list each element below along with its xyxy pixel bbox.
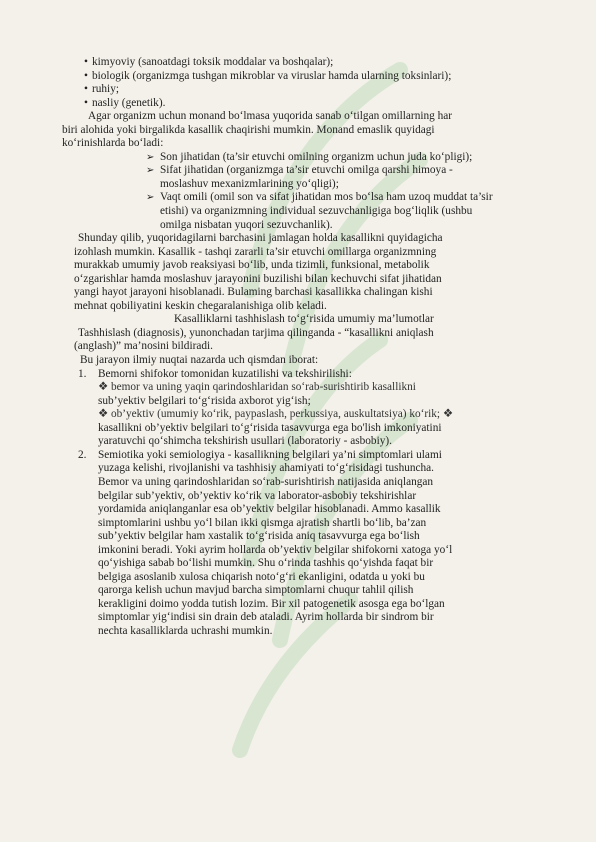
document-body xyxy=(62,56,556,639)
bullet-mark: • xyxy=(84,83,88,96)
arrow-icon: ➢ xyxy=(146,151,155,163)
section-heading: Kasalliklarni tashhislash to‘g‘risida umumiy ma’lumotlar xyxy=(174,313,434,326)
numbered-item-1: 1. Bemorni shifokor tomonidan kuzatilishi va tekshirilishi: ❖ bemor va uning yaqin qarindoshlaridan so‘rab-surishtirib kasallikni sub’yektiv belgilari to‘g‘risida axborot yig‘ish; ❖ ob’yektiv (umumiy ko‘rik, paypaslash, perkussiya, auskultatsiya) ko‘rik; ❖ kasallikni ob’yektiv belgilari to‘g‘risida tasavvurga ega bo'lish imkoniyatini yaratuvchi qo‘shimcha tekshirish usullari (laboratoriy - asbobiy). xyxy=(78,367,454,448)
paragraph-shunday-line: o‘zgarishlar hamda moslashuv jarayonini buzilishi bilan kechuvchi sifat jihatidan xyxy=(74,272,442,285)
paragraph-shunday-line: izohlash mumkin. Kasallik - tashqi zararli ta’sir etuvchi omillarga organizmning xyxy=(74,245,437,258)
list-item: • biologik (organizmga tushgan mikroblar va viruslar hamda ularning toksinlari); xyxy=(84,69,452,82)
list-item: • kimyoviy (sanoatdagi toksik moddalar va boshqalar); xyxy=(84,56,334,68)
paragraph-shunday-line: mehnat qobiliyatini keskin chegaralanishiga olib keladi. xyxy=(74,299,327,312)
paragraph-tashhislash-line: (anglash)” ma’nosini bildiradi. xyxy=(74,340,213,353)
paragraph-agar-line: biri alohida yoki birgalikda kasallik chaqirishi mumkin. Monand emaslik quyidagi xyxy=(62,123,435,136)
arrow-item: ➢ Son jihatidan (ta’sir etuvchi omilning organizm uchun juda ko‘pligi); xyxy=(146,150,473,163)
arrow-icon: ➢ xyxy=(146,165,155,177)
bullet-mark: • xyxy=(84,56,88,68)
bullet-mark: • xyxy=(84,69,88,82)
paragraph-shunday-line: murakkab umumiy javob reaksiyasi bo‘lib, unda tizimli, funksional, metabolik xyxy=(74,259,430,272)
paragraph-agar: Agar organizm uchun monand bo‘lmasa yuqorida sanab o‘tilgan omillarning har xyxy=(88,110,453,123)
paragraph-tashhislash: Tashhislash (diagnosis), yunonchadan tarjima qilinganda - “kasallikni aniqlash xyxy=(78,326,434,339)
arrow-icon: ➢ xyxy=(146,192,155,204)
paragraph-jarayon: Bu jarayon ilmiy nuqtai nazarda uch qismdan iborat: xyxy=(80,354,319,367)
arrow-item: ➢ Sifat jihatidan (organizmga ta’sir etuvchi omilga qarshi himoya - moslashuv mexanizmlarining yo‘qligi); xyxy=(146,164,453,190)
list-item: • nasliy (genetik). xyxy=(84,96,166,109)
paragraph-shunday: Shunday qilib, yuqoridagilarni barchasini jamlagan holda kasallikni quyidagicha xyxy=(78,232,443,245)
list-item: • ruhiy; xyxy=(84,83,119,96)
numbered-item-2: 2. Semiotika yoki semiologiya - kasallikning belgilari ya’ni simptomlari ulami yuzaga kelishi, rivojlanishi va tashhisiy ahamiyati to‘g‘risidagi tushuncha. Bemor va uning qarindoshlaridan so‘rab-surishtirish natijasida aniqlangan belgilar sub’yektiv, ob’yektiv ko‘rik va laborator-asbobiy tekshirishlar yordamida aniqlanganlar esa ob’yektiv belgilar hisoblanadi. Ammo kasallik simptomlarini ushbu yo‘l bilan ikki qismga ajratish shartli bo‘lib, ba’zan sub’yektiv belgilar ham xastalik to‘g‘risida aniq tasavvurga ega bo‘lish imkonini beradi. Yoki ayrim hollarda ob’yektiv belgilar shifokorni xatoga yo‘l qo‘yishiga sabab bo‘lishi mumkin. Shu o‘rinda tashhis qo‘yishda faqat bir belgiga asoslanib xulosa chiqarish noto‘g‘ri ekanligini, odatda u yoki bu qarorga kelish uchun mavjud barcha simptomlarni chuqur tahlil qilish kerakligini doimo yodda tutish lozim. Bir xil patogenetik asosga ega bo‘lgan simptomlar yig‘indisi sin drain deb ataladi. Ayrim hollarda bir sindrom bir nechta kasalliklarda uchrashi mumkin. xyxy=(78,448,453,637)
arrow-item: ➢ Vaqt omili (omil son va sifat jihatidan mos bo‘lsa ham uzoq muddat ta’sir etishi) va organizmning individual sezuvchanligiga bog‘liqlik (ushbu omilga nisbatan yuqori sezuvchanlik). xyxy=(146,191,493,231)
bullet-mark: • xyxy=(84,96,88,109)
paragraph-agar-line: ko‘rinishlarda bo‘ladi: xyxy=(62,137,164,150)
paragraph-shunday-line: yangi hayot jarayoni hisoblanadi. Bulaming barchasi kasallikka chalingan kishi xyxy=(74,286,433,299)
